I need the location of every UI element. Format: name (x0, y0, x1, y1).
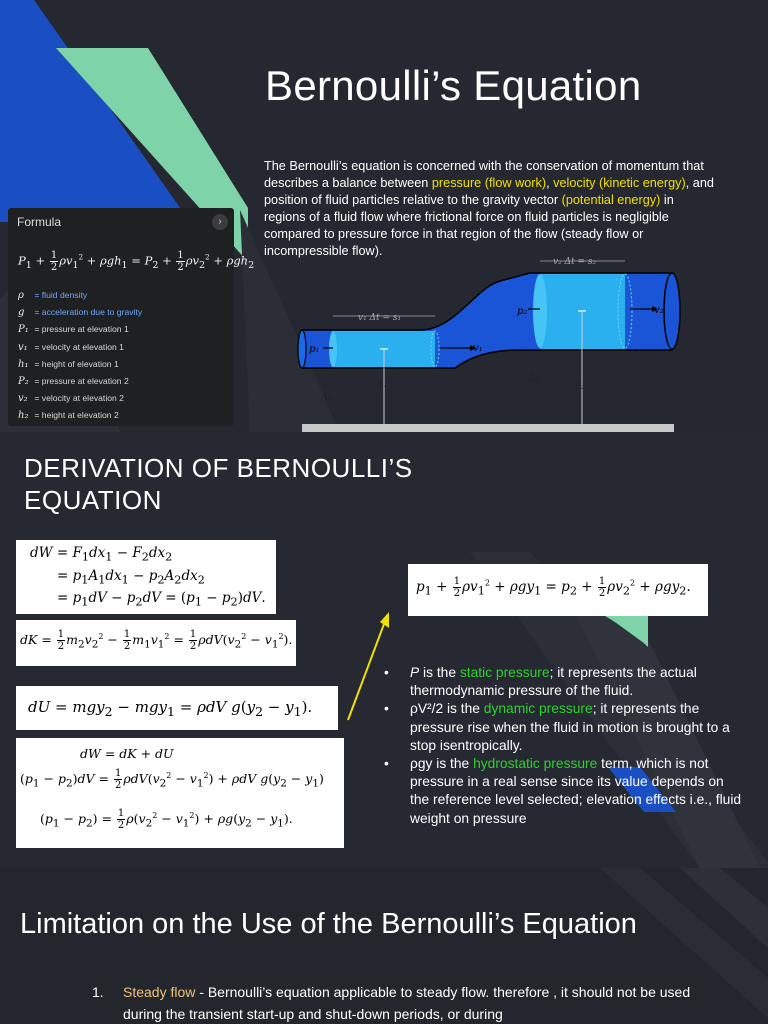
yellow-arrow-line (348, 624, 384, 720)
formula-header: Formula (17, 215, 62, 229)
slide-bernoulli-equation (0, 0, 768, 432)
variable-description: = pressure at elevation 1 (32, 324, 129, 335)
variable-description: = height of elevation 1 (32, 358, 119, 369)
variable-description: = height at elevation 2 (32, 410, 119, 421)
bullet-text: ; it represents the actual thermodynamic pressure of the fluid. (410, 665, 697, 699)
ground-reference (302, 424, 674, 432)
list-item (92, 981, 692, 1024)
highlight-term: hydrostatic pressure (473, 756, 598, 772)
variable-description: = fluid density (32, 290, 88, 300)
limitations-list (92, 981, 692, 1024)
v2-label: v₂ (654, 305, 664, 316)
p2-label: p₂ (517, 306, 528, 317)
variable-symbol: P₁ (18, 324, 29, 336)
slide-derivation (0, 432, 768, 868)
h2-label: h₂ (575, 381, 586, 392)
equation-potential: dU = mgy$_2$ − mgy$_1$ = ρdV $g(y_2 - y_1)$. (16, 686, 338, 730)
variable-description: = acceleration due to gravity (32, 307, 143, 318)
a1-label: A₁ (321, 392, 333, 403)
h1-label: h₁ (377, 379, 388, 390)
highlight-term: static pressure (459, 665, 550, 680)
intro-text: The Bernoulli’s equation is concerned with the conservation of momentum that describes a balance between (264, 158, 704, 190)
yellow-arrowhead (380, 612, 389, 628)
variable-symbol: h₂ (18, 410, 29, 422)
bullet-text: ρgy is the (410, 756, 474, 772)
limitation-description: - Bernoulli’s equation applicable to steady flow. therefore , it should not be used during the transient start-up and shut-down periods, or during (123, 984, 691, 1022)
bullet-item (384, 755, 744, 828)
section-1-face (329, 331, 337, 367)
a2-label: A₂ (529, 373, 541, 384)
list-number: 1. (92, 984, 104, 1000)
highlight-term: velocity (kinetic energy) (553, 175, 686, 190)
bullet-text: P (410, 665, 420, 680)
pipe-flow-diagram (0, 0, 768, 432)
slide-limitations (0, 868, 768, 1024)
bullet-text: ρV²/2 is the (410, 701, 484, 717)
slide-title: Bernoulli’s Equation (265, 62, 642, 109)
equation-bernoulli-result: $p_1$ + $\frac{1}{2}$ $\rho v_1^2 + \rho gy_1 = p_2$ + $\frac{1}{2}$ $\rho v_2^2 + \rho gy_2$. (408, 564, 708, 616)
pressure-terms-list (384, 664, 744, 828)
variable-description: = velocity at elevation 2 (32, 393, 124, 404)
chevron-right-icon[interactable]: › (212, 214, 228, 230)
p1-label: p₁ (309, 344, 320, 355)
slide-title: Limitation on the Use of the Bernoulli’s Equation (20, 908, 637, 940)
highlight-term: (potential energy) (561, 192, 661, 207)
variable-symbol: h₁ (18, 358, 29, 370)
intro-text: in regions of a fluid flow where frictional force on fluid particles is negligible compared to pressure force in that region of the flow (steady flow or incompressible flow). (264, 192, 674, 258)
s2-label: v₂ Δt = s₂ (553, 257, 597, 267)
variable-description: = velocity at elevation 1 (32, 341, 124, 352)
pipe-inlet (298, 330, 306, 368)
highlight-term: dynamic pressure (483, 701, 593, 717)
pipe-outlet (664, 273, 680, 349)
bernoulli-formula: $P_1$ + $\frac{1}{2}$ $\rho v_1^2 + \rho gh_1 = P_2$ + $\frac{1}{2}$ $\rho v_2^2 + \rho gh_2$ (18, 250, 255, 273)
equation-energy-balance: dW = dK + dU $(p_1 - p_2)dV$ = $\frac{1}{2}$ $\rho dV(v_2^2 - v_1^2) + \rho dV$ $g(y_2 - y_1)$ $(p_1 - p_2)$ = $\frac{1}{2}$ $\rho(v_2^2 - v_1^2) + \rho g(y_2 - y_1)$. (16, 738, 344, 848)
s1-label: v₁ Δt = s₁ (358, 313, 402, 323)
highlight-term: pressure (flow work) (431, 175, 547, 190)
variable-symbol: ρ (18, 290, 24, 301)
variable-description: = pressure at elevation 2 (32, 376, 129, 387)
bullet-item (384, 700, 744, 755)
variable-symbol: v₁ (18, 341, 28, 353)
list-text (123, 981, 692, 1024)
limitation-term: Steady flow (123, 984, 196, 1000)
intro-text: , (546, 175, 554, 190)
bullet-text: term, which is not pressure in a real sense since its value depends on the reference level selected; elevation effects i.e., fluid weight on pressure (410, 756, 742, 826)
equation-work: dW = $F_1dx_1 - F_2dx_2$ = $p_1A_1dx_1 - p_2A_2dx_2$ = $p_1dV - p_2dV = (p_1 - p_2)dV$. (16, 540, 276, 614)
variable-symbol: P₂ (18, 376, 29, 388)
equation-kinetic: dK = $\frac{1}{2}$ $m_2v_2^2$ − $\frac{1}{2}$ $m_1v_1^2$ = $\frac{1}{2}$ $\rho dV(v_2^2 - v_1^2)$. (16, 620, 296, 666)
section-2-face (533, 274, 547, 348)
v1-label: v₁ (473, 343, 483, 354)
bullet-item (384, 664, 744, 700)
bullet-text: is the (419, 665, 460, 680)
slide-title: DERIVATION OF BERNOULLI’S EQUATION (24, 453, 413, 515)
intro-text: , and position of fluid particles relative to the gravity vector (264, 175, 714, 207)
variable-symbol: v₂ (18, 393, 28, 405)
bullet-text: ; it represents the pressure rise when the fluid in motion is brought to a stop isentropically. (410, 701, 730, 753)
variable-symbol: g (18, 307, 25, 319)
